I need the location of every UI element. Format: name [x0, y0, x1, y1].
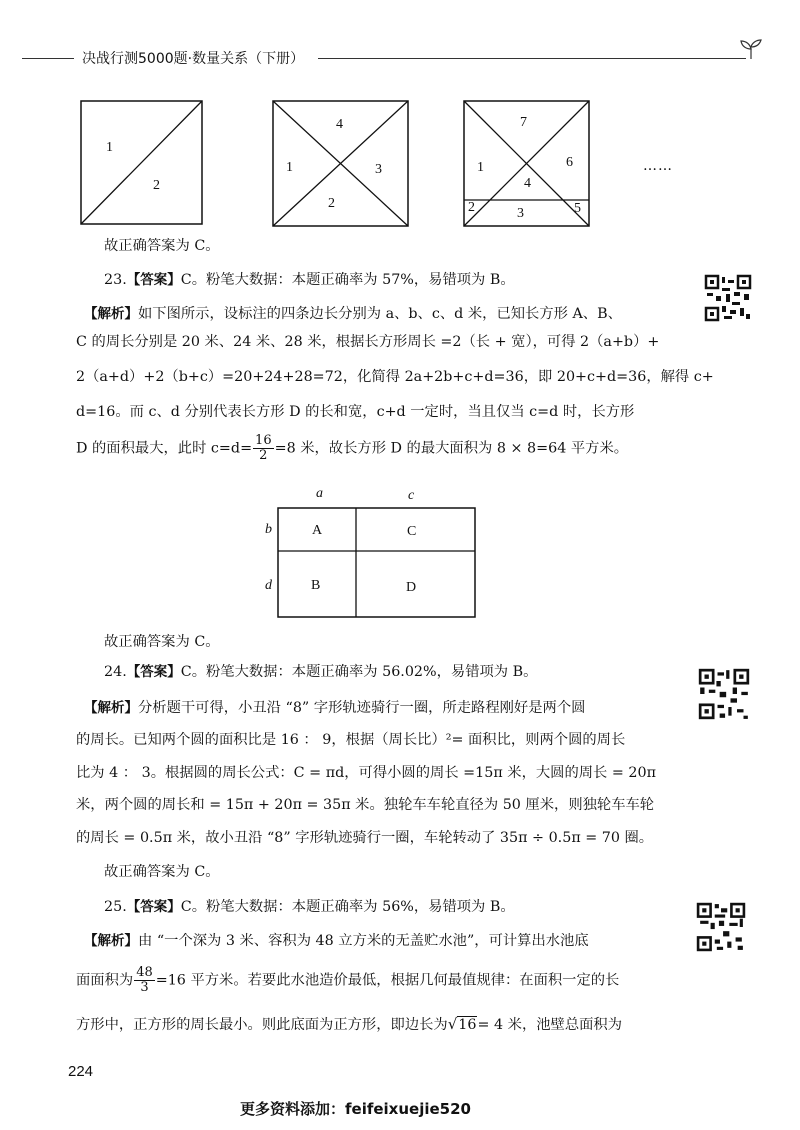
sprout-icon: [737, 38, 765, 60]
analysis-25-line-3: [76, 1014, 622, 1035]
answer-text: C。粉笔大数据：本题正确率为 56.02%，易错项为 B。: [180, 664, 538, 680]
region-label: 4: [524, 176, 531, 191]
analysis-text: 分析题干可得，小丑沿 “8” 字形轨迹骑行一圈，所走路程刚好是两个圆: [138, 700, 586, 716]
region-label: 3: [375, 162, 382, 177]
analysis-text: 如下图所示，设标注的四条边长分别为 a、b、c、d 米，已知长方形 A、B、: [138, 306, 622, 322]
question-number: 24.: [104, 664, 127, 680]
figure-square-diagonal: [80, 100, 204, 226]
rectangle-grid-figure: [277, 507, 477, 619]
analysis-25-line-1: [84, 931, 589, 951]
qr-code-25: [696, 902, 746, 952]
book-title: 决战行测5000题: [82, 51, 188, 67]
fraction-numerator: 48: [136, 965, 153, 980]
analysis-23-line-1: [84, 304, 622, 324]
answer-text: C。粉笔大数据：本题正确率为 57%，易错项为 B。: [180, 272, 515, 288]
ellipsis: ……: [643, 158, 673, 174]
square-root: √16: [447, 1015, 477, 1033]
region-label: 6: [566, 155, 573, 170]
analysis-23-line-3: 2（a+d）+2（b+c）=20+24+28=72，化简得 2a+2b+c+d=36，即 20+c+d=36，解得 c+: [76, 369, 714, 385]
conclusion: 故正确答案为 C。: [104, 238, 220, 254]
fraction-numerator: 16: [255, 433, 272, 448]
qr-code-23: [704, 274, 752, 322]
region-label: 2: [468, 200, 475, 215]
region-label: 1: [106, 140, 113, 155]
fraction: [134, 966, 155, 995]
region-label: 4: [336, 117, 343, 132]
analysis-23-line-5: [76, 434, 628, 463]
title-dot: ·: [187, 51, 193, 67]
conclusion: 故正确答案为 C。: [104, 864, 220, 880]
analysis-text: D 的面积最大，此时 c=d=: [76, 440, 253, 457]
analysis-23-line-4: d=16。而 c、d 分别代表长方形 D 的长和宽，c+d 一定时，当且仅当 c=d 时，长方形: [76, 404, 635, 420]
cell-label-D: D: [406, 580, 417, 595]
answer-tag: 【答案】: [126, 899, 181, 915]
analysis-tag: 【解析】: [84, 933, 138, 949]
analysis-text: 由 “一个深为 3 米、容积为 48 立方米的无盖贮水池”，可计算出水池底: [138, 933, 589, 949]
analysis-text: =16 平方米。若要此水池造价最低，根据几何最值规律：在面积一定的长: [155, 972, 620, 989]
analysis-text: =8 米，故长方形 D 的最大面积为 8 × 8=64 平方米。: [274, 440, 629, 457]
running-header: [82, 48, 304, 68]
qr-code-icon: [698, 668, 750, 720]
region-label: 5: [574, 201, 581, 216]
conclusion: 故正确答案为 C。: [104, 634, 220, 650]
region-label: 1: [477, 160, 484, 175]
analysis-24-line-2: 的周长。已知两个圆的面积比是 16 ： 9，根据（周长比）²= 面积比，则两个圆的周长: [76, 732, 626, 748]
footer-contact: 更多资料添加：feifeixuejie520: [240, 1100, 471, 1118]
question-number: 23.: [104, 272, 127, 288]
analysis-25-line-2: [76, 966, 619, 995]
answer-text: C。粉笔大数据：本题正确率为 56%，易错项为 B。: [180, 899, 515, 915]
header-rule-left: [22, 58, 74, 59]
answer-line-23: [104, 270, 515, 290]
analysis-tag: 【解析】: [84, 306, 138, 322]
cell-label-C: C: [407, 524, 417, 539]
cell-label-B: B: [311, 578, 321, 593]
region-label: 2: [153, 178, 160, 193]
analysis-23-line-2: C 的周长分别是 20 米、24 米、28 米，根据长方形周长 =2（长 + 宽），可得 2（a+b）+: [76, 334, 660, 350]
answer-line-24: [104, 662, 537, 682]
fraction-denominator: 3: [140, 980, 149, 995]
page-number: 224: [68, 1063, 94, 1080]
analysis-text: 面面积为: [76, 972, 134, 989]
analysis-24-line-4: 米，两个圆的周长和 = 15π + 20π = 35π 米。独轮车车轮直径为 50 厘米，则独轮车车轮: [76, 797, 655, 813]
book-subtitle: 数量关系（下册）: [192, 51, 305, 67]
fraction: [253, 434, 274, 463]
header-rule-right: [318, 58, 746, 59]
qr-code-icon: [704, 274, 752, 322]
region-label: 1: [286, 160, 293, 175]
fraction-denominator: 2: [259, 448, 268, 463]
region-label: 3: [517, 206, 524, 221]
region-label: 2: [328, 196, 335, 211]
edge-label-c: c: [408, 488, 415, 503]
region-label: 7: [520, 115, 527, 130]
answer-line-25: [104, 897, 515, 917]
answer-tag: 【答案】: [126, 664, 181, 680]
analysis-24-line-1: [84, 698, 585, 718]
analysis-24-line-5: 的周长 = 0.5π 米，故小丑沿 “8” 字形轨迹骑行一圈，车轮转动了 35π ÷ 0.5π = 70 圈。: [76, 830, 654, 846]
analysis-tag: 【解析】: [84, 700, 138, 716]
answer-tag: 【答案】: [126, 272, 181, 288]
radicand: 16: [458, 1017, 477, 1033]
cell-label-A: A: [312, 523, 323, 538]
edge-label-d: d: [265, 578, 272, 593]
analysis-24-line-3: 比为 4 ： 3。根据圆的周长公式：C = πd，可得小圆的周长 =15π 米，大圆的周长 = 20π: [76, 765, 657, 781]
edge-label-a: a: [316, 486, 323, 501]
edge-label-b: b: [265, 522, 272, 537]
question-number: 25.: [104, 899, 127, 915]
analysis-text: 方形中，正方形的周长最小。则此底面为正方形，即边长为: [76, 1017, 448, 1033]
qr-code-24: [698, 668, 750, 720]
qr-code-icon: [696, 902, 746, 952]
analysis-text: = 4 米，池壁总面积为: [477, 1017, 623, 1033]
